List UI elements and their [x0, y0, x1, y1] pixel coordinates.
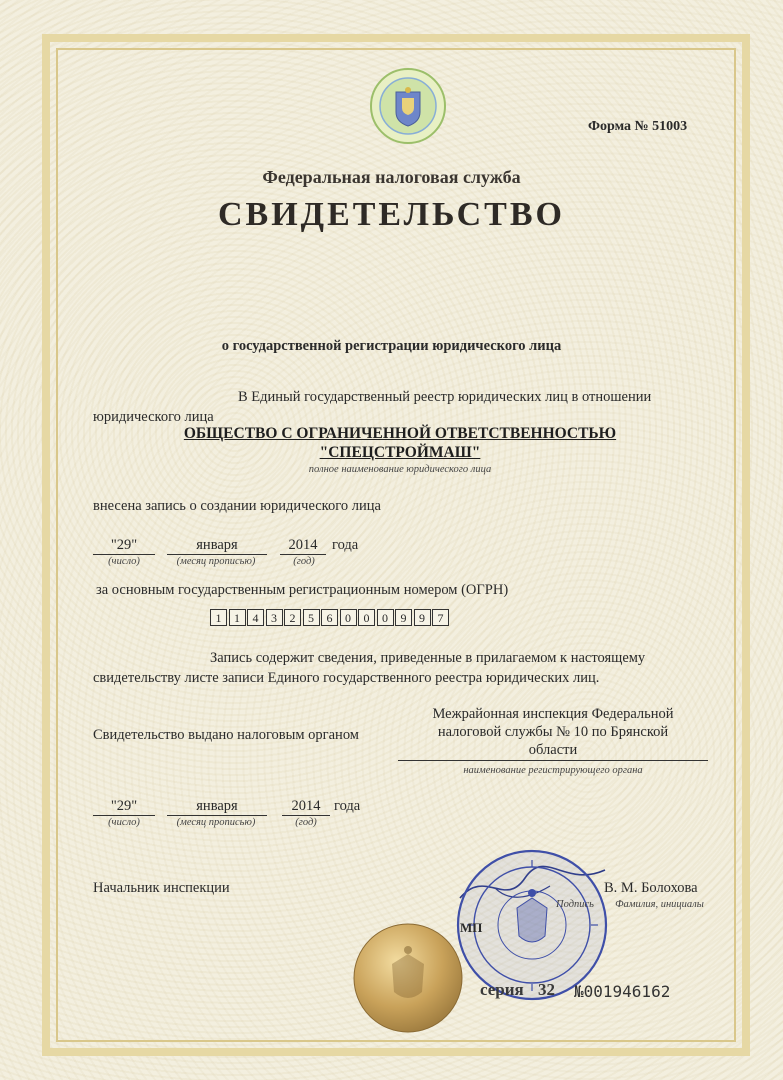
- ogrn-digit: 4: [247, 609, 264, 626]
- ogrn-digit: 6: [321, 609, 338, 626]
- issue-year-suffix: года: [334, 798, 361, 814]
- signer-name: В. М. Болохова: [604, 880, 698, 896]
- issued-by-caption: наименование регистрирующего органа: [463, 765, 643, 776]
- issue-month: января: [167, 798, 267, 816]
- issue-month-caption: (месяц прописью): [176, 817, 256, 828]
- ogrn-digit: 3: [266, 609, 283, 626]
- issued-by-line-1: Межрайонная инспекция Федеральной: [432, 706, 674, 722]
- ogrn-digit: 1: [210, 609, 227, 626]
- ogrn-digit: 0: [340, 609, 357, 626]
- org-name-caption: полное наименование юридического лица: [308, 464, 492, 475]
- reg-year-suffix: года: [332, 537, 359, 553]
- reg-month: января: [167, 537, 267, 555]
- org-name-line-2: "СПЕЦСТРОЙМАШ": [319, 444, 481, 461]
- issue-day-caption: (число): [108, 817, 140, 828]
- reg-year: 2014: [280, 537, 326, 555]
- mp-mark: МП: [460, 920, 483, 935]
- reg-year-caption: (год): [293, 556, 315, 567]
- issued-by-line-2: налоговой службы № 10 по Брянской: [437, 724, 669, 740]
- issued-by-label: Свидетельство выдано налоговым органом: [93, 727, 359, 743]
- intro-line-2: юридического лица: [93, 409, 214, 425]
- reg-month-caption: (месяц прописью): [176, 556, 256, 567]
- certificate-subtitle: о государственной регистрации юридического лица: [221, 338, 562, 354]
- ogrn-digit: 9: [414, 609, 431, 626]
- issue-day: "29": [93, 798, 155, 816]
- agency-name: Федеральная налоговая служба: [262, 167, 521, 187]
- ogrn-digit: 1: [229, 609, 246, 626]
- ogrn-digit: 2: [284, 609, 301, 626]
- signature-caption: Подпись: [556, 899, 594, 910]
- issued-by-line-3: области: [398, 742, 708, 761]
- content-line-1: Запись содержит сведения, приведенные в прилагаемом к настоящему: [210, 650, 646, 666]
- record-text: внесена запись о создании юридического лица: [93, 498, 381, 514]
- ogrn-number-boxes: [210, 609, 451, 626]
- reg-day-caption: (число): [108, 556, 140, 567]
- issue-year: 2014: [282, 798, 330, 816]
- org-name-line-1: ОБЩЕСТВО С ОГРАНИЧЕННОЙ ОТВЕТСТВЕННОСТЬЮ: [183, 425, 617, 442]
- series-code: 32: [538, 980, 555, 999]
- fns-emblem-icon: [368, 66, 448, 146]
- ogrn-digit: 5: [303, 609, 320, 626]
- name-caption: Фамилия, инициалы: [615, 899, 704, 910]
- ogrn-label: за основным государственным регистрационным номером (ОГРН): [96, 582, 509, 598]
- series-label: [480, 980, 555, 1000]
- ogrn-digit: 0: [377, 609, 394, 626]
- series-word: серия: [480, 980, 524, 999]
- hologram-seal: [352, 922, 464, 1034]
- reg-day: "29": [93, 537, 155, 555]
- issue-year-caption: (год): [295, 817, 317, 828]
- form-number: Форма № 51003: [588, 119, 688, 134]
- intro-line-1: В Единый государственный реестр юридических лиц в отношении: [238, 389, 652, 405]
- content-line-2: свидетельству листе записи Единого государственного реестра юридических лиц.: [93, 670, 600, 686]
- ogrn-digit: 9: [395, 609, 412, 626]
- serial-number: №001946162: [574, 982, 671, 1001]
- signer-position: Начальник инспекции: [93, 880, 230, 896]
- ogrn-digit: 7: [432, 609, 449, 626]
- ogrn-digit: 0: [358, 609, 375, 626]
- certificate-title: СВИДЕТЕЛЬСТВО: [218, 196, 565, 233]
